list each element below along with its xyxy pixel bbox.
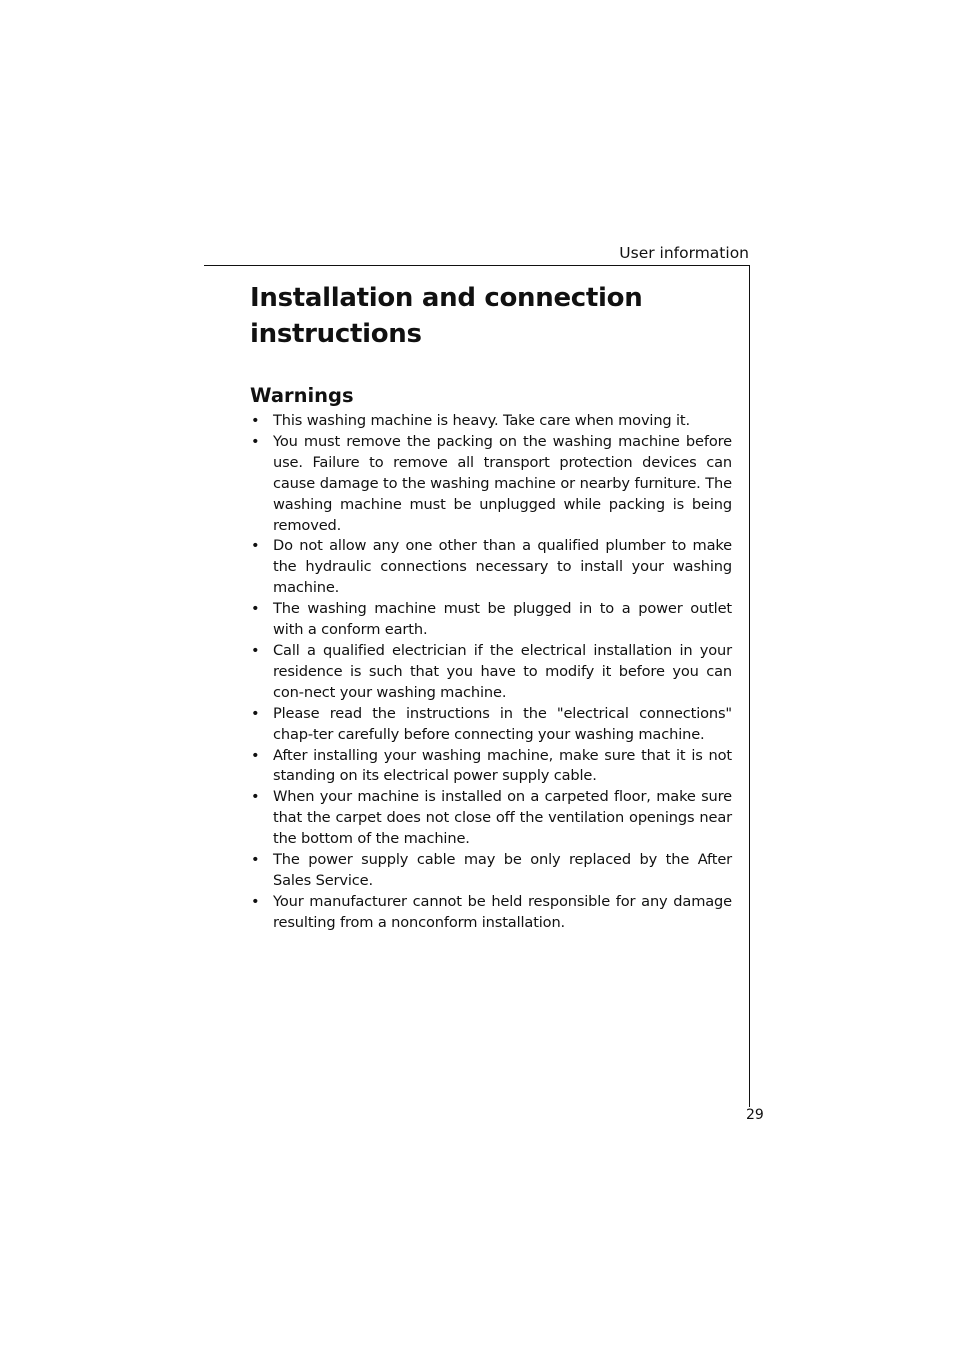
- list-item-text: You must remove the packing on the washing machine before use. Failure to remove all transport protection devices can cause damage to the washing machine or nearby furniture. The washing machine must be unplugged while packing is being removed.: [273, 432, 732, 534]
- list-item-text: When your machine is installed on a carpeted floor, make sure that the carpet does not close off the ventilation openings near the bottom of the machine.: [273, 788, 732, 848]
- list-item: [250, 787, 732, 850]
- bullet-icon: •: [251, 851, 260, 869]
- page-number: 29: [746, 1107, 764, 1123]
- bullet-icon: •: [251, 892, 260, 910]
- page-title: Installation and connection instructions: [250, 283, 643, 349]
- list-item: [250, 641, 732, 704]
- bullet-icon: •: [251, 537, 260, 555]
- bullet-icon: •: [251, 600, 260, 618]
- list-item: [250, 892, 732, 934]
- section-label: User information: [619, 244, 749, 262]
- list-item: [250, 850, 732, 892]
- list-item-text: Please read the instructions in the "electrical connections" chap-ter carefully before connecting your washing machine.: [273, 704, 732, 743]
- list-item: [250, 432, 732, 537]
- bullet-icon: •: [251, 788, 260, 806]
- bullet-icon: •: [251, 746, 260, 764]
- list-item-text: The power supply cable may be only replaced by the After Sales Service.: [273, 851, 732, 889]
- list-item-text: Your manufacturer cannot be held responsible for any damage resulting from a nonconform installation.: [273, 892, 732, 931]
- list-item-text: This washing machine is heavy. Take care when moving it.: [273, 412, 690, 429]
- bullet-icon: •: [251, 641, 260, 659]
- section-heading-warnings: Warnings: [250, 384, 354, 407]
- list-item: [250, 704, 732, 746]
- list-item-text: Call a qualified electrician if the electrical installation in your residence is such that you have to modify it before you can con-nect your washing machine.: [273, 641, 732, 701]
- list-item-text: The washing machine must be plugged in to a power outlet with a conform earth.: [273, 600, 732, 639]
- list-item: [250, 411, 732, 432]
- bullet-icon: •: [251, 412, 260, 429]
- list-item-text: After installing your washing machine, make sure that it is not standing on its electrical power supply cable.: [273, 746, 732, 785]
- margin-rule: [749, 265, 750, 1107]
- list-item-text: Do not allow any one other than a qualified plumber to make the hydraulic connections necessary to install your washing machine.: [273, 537, 732, 597]
- list-item: [250, 599, 732, 641]
- bullet-icon: •: [251, 432, 260, 450]
- main-content: [250, 280, 732, 934]
- bullet-icon: •: [251, 704, 260, 722]
- list-item: [250, 536, 732, 599]
- list-item: [250, 746, 732, 788]
- warnings-list: [250, 411, 732, 934]
- header-rule: [204, 265, 750, 266]
